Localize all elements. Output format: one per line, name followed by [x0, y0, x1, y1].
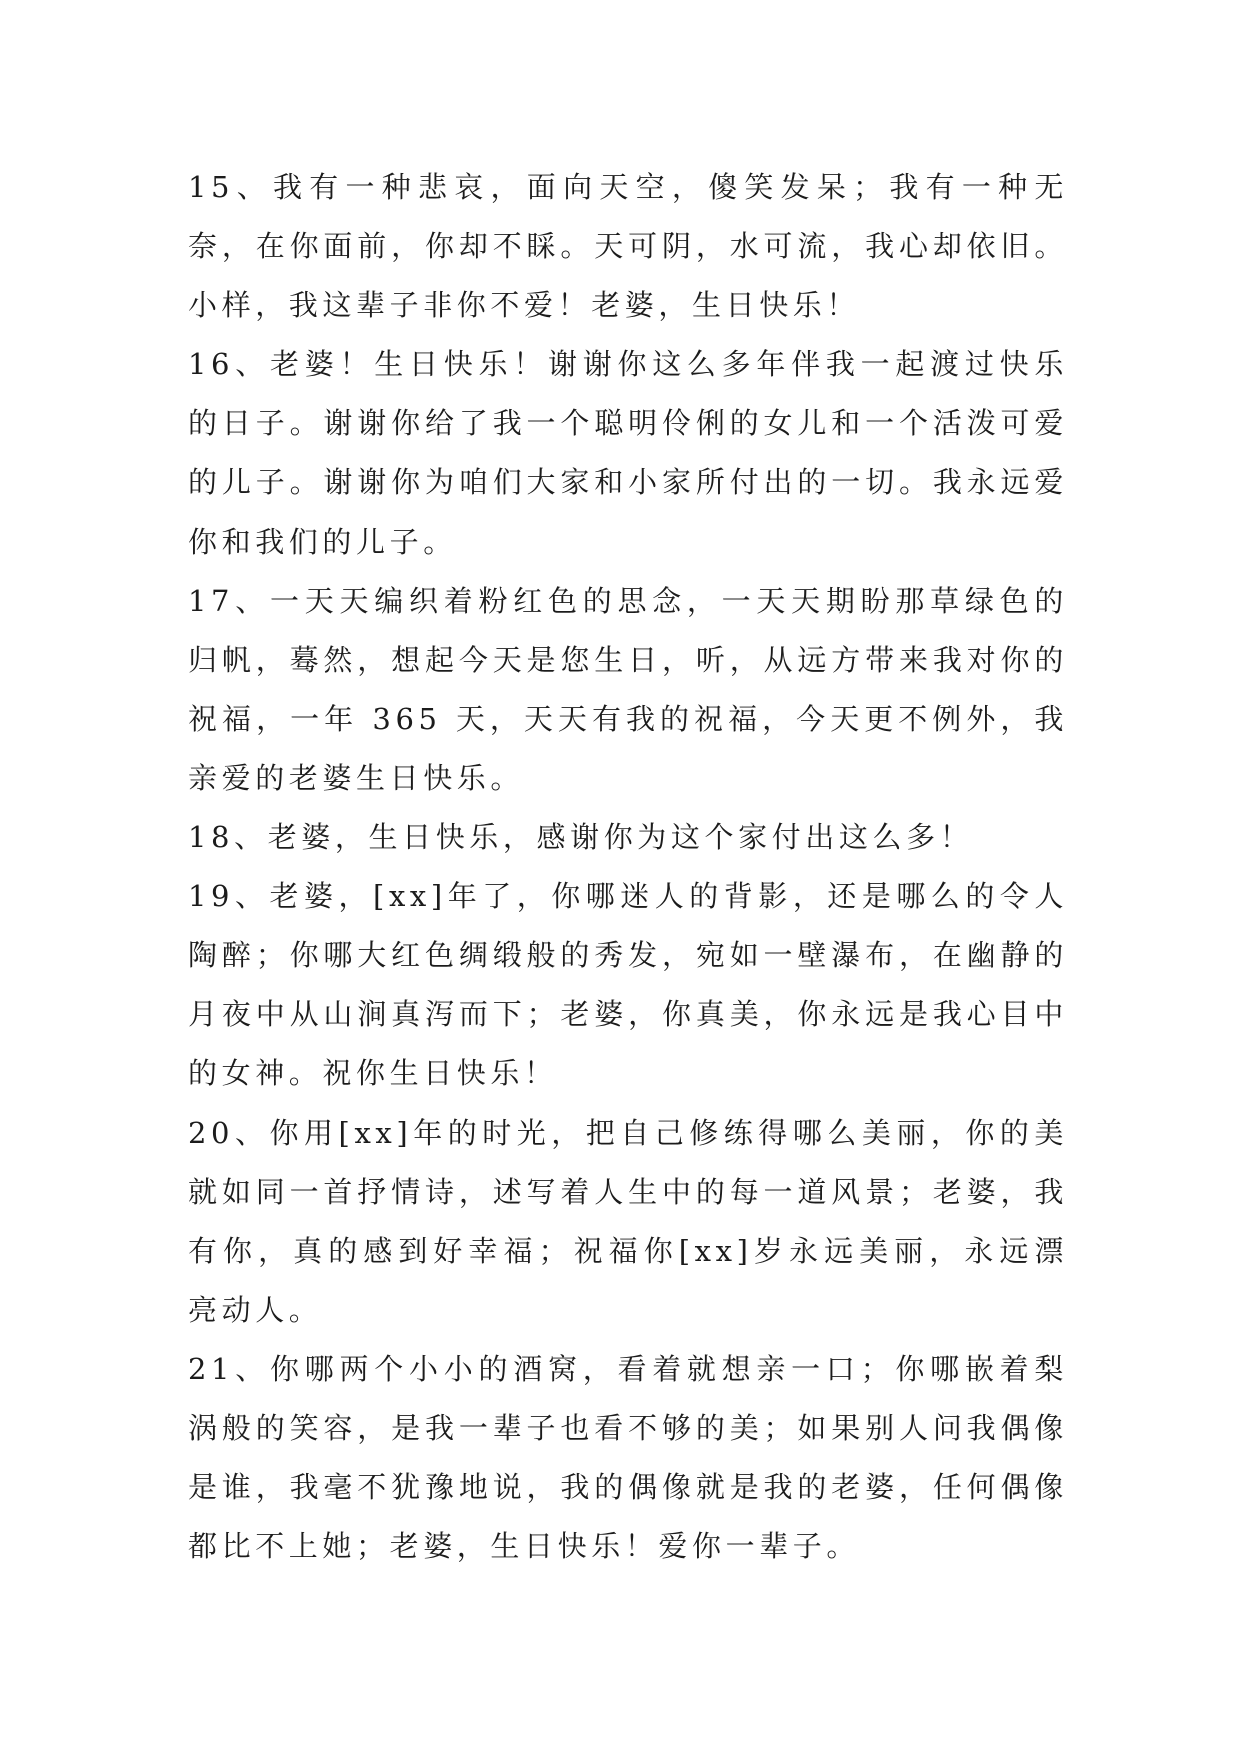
- paragraph-17: 17、一天天编织着粉红色的思念，一天天期盼那草绿色的归帆，蓦然，想起今天是您生日，听，从远方带来我对你的祝福，一年 365 天，天天有我的祝福，今天更不例外，我亲爱的老婆生日快乐。: [188, 583, 1068, 795]
- paragraph-21: 21、你哪两个小小的酒窝，看着就想亲一口；你哪嵌着梨涡般的笑容，是我一辈子也看不够的美；如果别人问我偶像是谁，我毫不犹豫地说，我的偶像就是我的老婆，任何偶像都比不上她；老婆，生日快乐！爱你一辈子。: [188, 1351, 1068, 1564]
- paragraph-18: 18、老婆，生日快乐，感谢你为这个家付出这么多！: [188, 820, 974, 855]
- paragraph-15: 15、我有一种悲哀，面向天空，傻笑发呆；我有一种无奈，在你面前，你却不睬。天可阴，水可流，我心却依旧。小样，我这辈子非你不爱！老婆，生日快乐！: [188, 170, 1068, 323]
- document-body: [188, 158, 1068, 1576]
- paragraph-19: 19、老婆，[xx]年了，你哪迷人的背影，还是哪么的令人陶醉；你哪大红色绸缎般的秀发，宛如一壁瀑布，在幽静的月夜中从山涧真泻而下；老婆，你真美，你永远是我心目中的女神。祝你生日快乐！: [188, 879, 1068, 1091]
- paragraph-20: 20、你用[xx]年的时光，把自己修练得哪么美丽，你的美就如同一首抒情诗，述写着人生中的每一道风景；老婆，我有你，真的感到好幸福；祝福你[xx]岁永远美丽，永远漂亮动人。: [188, 1115, 1068, 1327]
- paragraph-16: 16、老婆！生日快乐！谢谢你这么多年伴我一起渡过快乐的日子。谢谢你给了我一个聪明伶俐的女儿和一个活泼可爱的儿子。谢谢你为咱们大家和小家所付出的一切。我永远爱你和我们的儿子。: [188, 347, 1068, 559]
